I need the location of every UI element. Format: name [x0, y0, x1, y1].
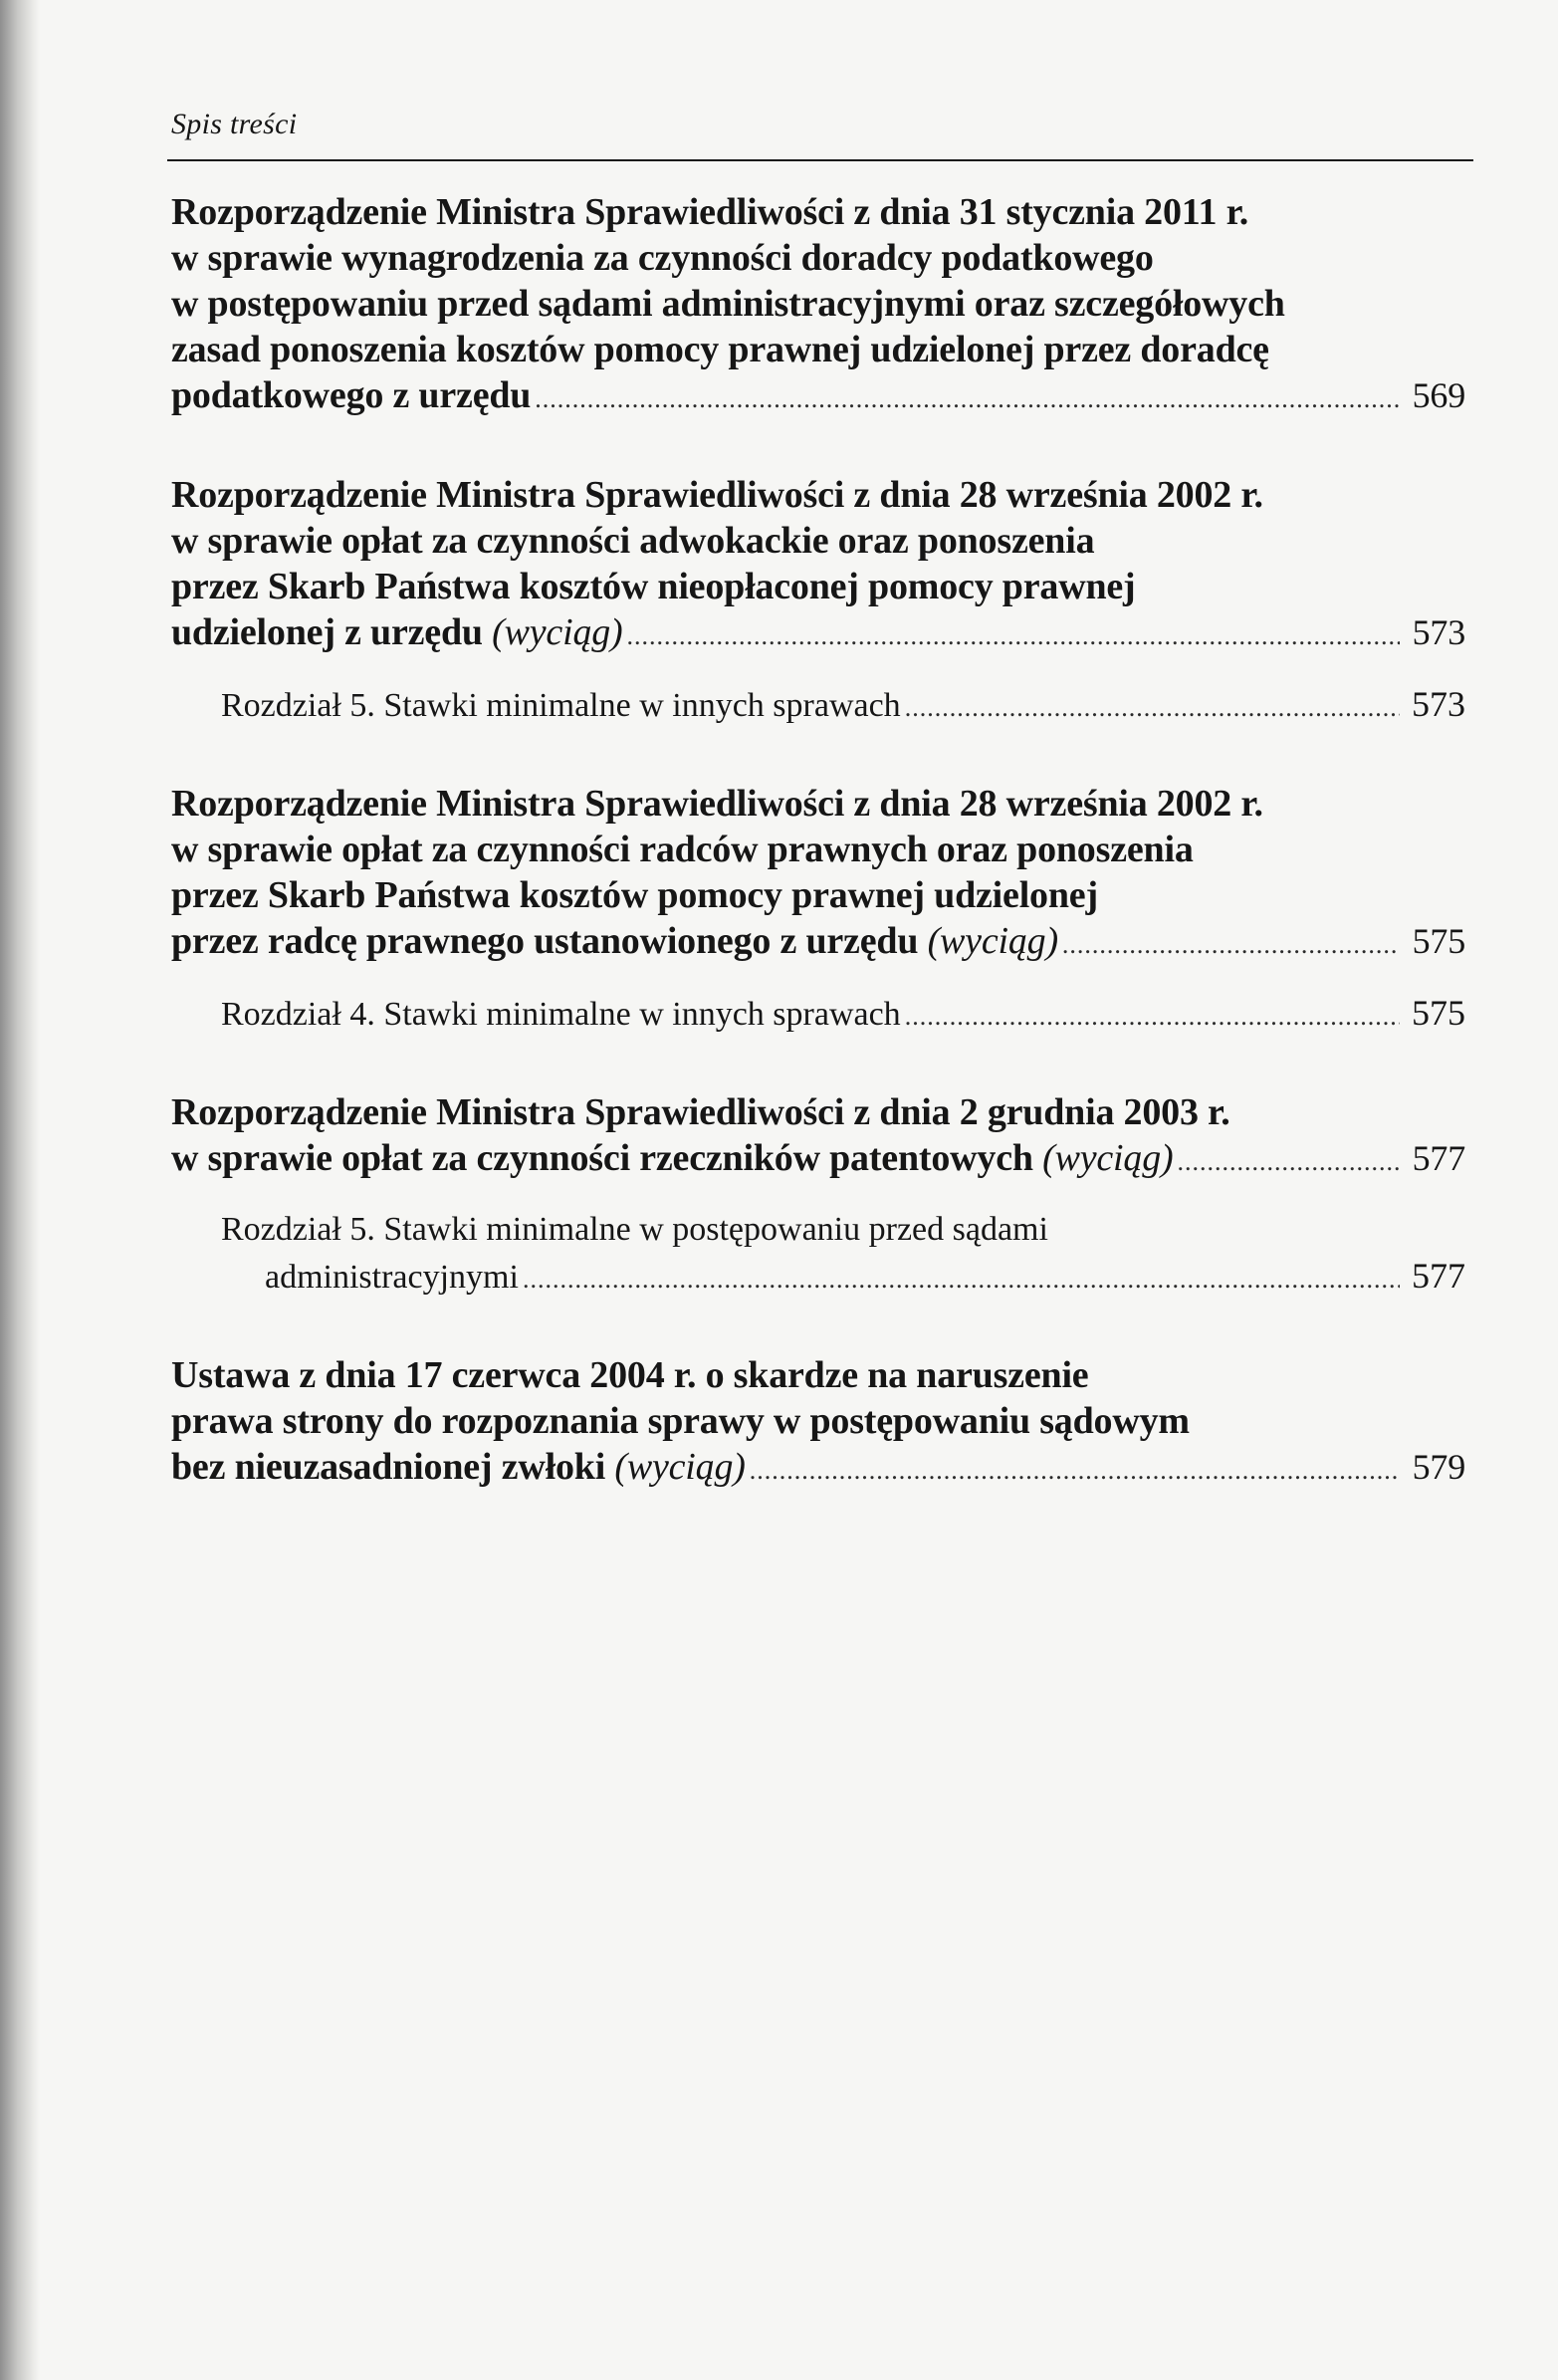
- page-number: 575: [1412, 921, 1465, 961]
- toc-entry-line: Rozporządzenie Ministra Sprawiedliwości z dnia 31 stycznia 2011 r.: [171, 191, 1249, 233]
- excerpt-note: (wyciąg): [927, 920, 1058, 962]
- dot-leader: [1062, 922, 1400, 968]
- toc-entry-last-line: [171, 1444, 1465, 1494]
- page-number: 573: [1412, 612, 1465, 652]
- toc-subentry: [171, 681, 1465, 731]
- dot-leader: [535, 376, 1400, 422]
- dot-leader: [523, 1257, 1400, 1303]
- page-number: 573: [1412, 684, 1465, 724]
- excerpt-note: (wyciąg): [1042, 1137, 1174, 1179]
- toc-entry-line: przez radcę prawnego ustanowionego z urzędu: [171, 920, 919, 962]
- toc-entry-line: w sprawie opłat za czynności adwokackie oraz ponoszenia: [171, 520, 1095, 562]
- page-number: 577: [1412, 1256, 1465, 1296]
- toc-entry-line: Ustawa z dnia 17 czerwca 2004 r. o skardze na naruszenie: [171, 1354, 1089, 1396]
- toc-entry-line: w sprawie opłat za czynności rzeczników patentowych: [171, 1137, 1033, 1179]
- toc-subentry: [171, 1207, 1465, 1303]
- page-number: 579: [1412, 1447, 1465, 1487]
- toc-entry: [171, 1089, 1465, 1303]
- subentry-text: Rozdział 5. Stawki minimalne w innych sprawach: [221, 687, 901, 724]
- excerpt-note: (wyciąg): [614, 1446, 746, 1488]
- toc-entry-line: Rozporządzenie Ministra Sprawiedliwości z dnia 28 września 2002 r.: [171, 474, 1263, 516]
- toc-entry-title: [171, 189, 1465, 422]
- page-edge-shadow: [0, 0, 40, 2380]
- toc-entry-last-line: [171, 1135, 1465, 1185]
- dot-leader: [905, 994, 1400, 1040]
- table-of-contents: [171, 189, 1465, 1544]
- dot-leader: [627, 613, 1400, 659]
- toc-entry: [171, 472, 1465, 731]
- header-rule: [167, 159, 1473, 161]
- page-number: 577: [1412, 1138, 1465, 1178]
- page-number: 569: [1412, 375, 1465, 415]
- running-header: Spis treści: [171, 108, 298, 140]
- subentry-text: Rozdział 4. Stawki minimalne w innych sprawach: [221, 996, 901, 1033]
- toc-entry-last-line: [171, 609, 1465, 659]
- toc-entry-line: w sprawie opłat za czynności radców prawnych oraz ponoszenia: [171, 829, 1194, 870]
- toc-entry: [171, 189, 1465, 422]
- toc-entry-line: w postępowaniu przed sądami administracyjnymi oraz szczegółowych: [171, 283, 1285, 325]
- toc-entry-line: prawa strony do rozpoznania sprawy w postępowaniu sądowym: [171, 1400, 1190, 1442]
- excerpt-note: (wyciąg): [492, 611, 623, 653]
- toc-entry-line: bez nieuzasadnionej zwłoki: [171, 1446, 606, 1488]
- dot-leader: [750, 1448, 1400, 1494]
- toc-entry-last-line: [171, 918, 1465, 968]
- toc-entry-line: podatkowego z urzędu: [171, 374, 532, 416]
- toc-entry-line: udzielonej z urzędu: [171, 611, 483, 653]
- toc-entry-title: [171, 472, 1465, 659]
- toc-entry-line: Rozporządzenie Ministra Sprawiedliwości z dnia 28 września 2002 r.: [171, 783, 1263, 825]
- toc-entry-last-line: [171, 372, 1465, 422]
- subentry-text: administracyjnymi: [265, 1259, 519, 1296]
- toc-entry-line: w sprawie wynagrodzenia za czynności doradcy podatkowego: [171, 237, 1154, 279]
- subentry-last-line: [221, 1253, 1465, 1303]
- toc-entry: [171, 781, 1465, 1040]
- page-number: 575: [1412, 993, 1465, 1033]
- dot-leader: [1177, 1139, 1400, 1185]
- toc-entry-title: [171, 781, 1465, 968]
- toc-entry-line: zasad ponoszenia kosztów pomocy prawnej udzielonej przez doradcę: [171, 329, 1269, 370]
- toc-entry-line: przez Skarb Państwa kosztów nieopłaconej pomocy prawnej: [171, 566, 1136, 607]
- toc-entry-line: przez Skarb Państwa kosztów pomocy prawnej udzielonej: [171, 874, 1098, 916]
- dot-leader: [905, 685, 1400, 731]
- toc-entry: [171, 1352, 1465, 1494]
- toc-entry-title: [171, 1089, 1465, 1185]
- toc-entry-title: [171, 1352, 1465, 1494]
- subentry-text: Rozdział 5. Stawki minimalne w postępowaniu przed sądami: [221, 1211, 1048, 1248]
- toc-subentry: [171, 990, 1465, 1040]
- toc-entry-line: Rozporządzenie Ministra Sprawiedliwości z dnia 2 grudnia 2003 r.: [171, 1091, 1230, 1133]
